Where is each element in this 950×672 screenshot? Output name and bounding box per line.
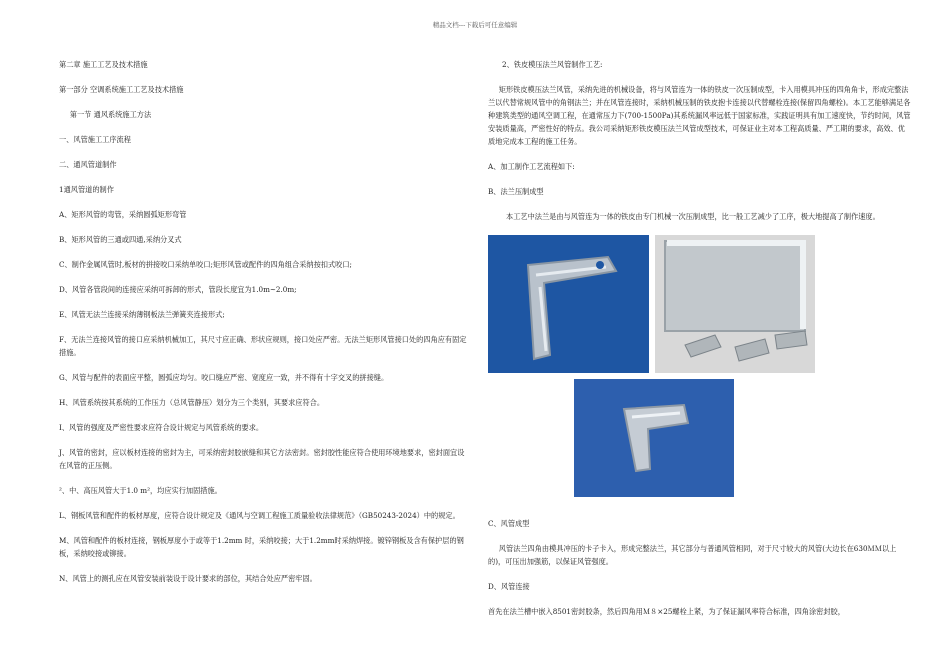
right-bottom-paragraph: D、风管连接 — [488, 582, 530, 591]
left-paragraph: I、风管的强度及严密性要求应符合设计规定与风管系统的要求。 — [59, 423, 264, 432]
left-paragraph: L、钢板风管和配件的板材厚度，应符合设计规定及《通风与空调工程施工质量验收法律规范》（GB50243-2024）中的规定。 — [59, 511, 460, 520]
left-paragraph: ²、中、高压风管大于1.0 m²，均应实行加固措施。 — [59, 486, 222, 495]
left-paragraph: C、制作金属风管时,板材的拼接咬口采纳单咬口;矩形风管或配件的四角组合采纳按扣式咬口; — [59, 260, 352, 269]
duct-flange-corner-photo — [655, 235, 815, 373]
corner-bracket-photo — [488, 235, 649, 373]
left-paragraph: E、风管无法兰连接采纳薄钢板法兰弹簧夹连接形式; — [59, 310, 225, 319]
left-paragraph: 1通风管道的制作 — [59, 185, 114, 194]
right-bottom-paragraph: C、风管成型 — [488, 519, 530, 528]
right-top-paragraph: 2、铁皮模压法兰风管制作工艺: — [502, 60, 603, 69]
right-top-paragraph: 本工艺中法兰是由与风管连为一体的铁皮由专门机械一次压制成型，比一般工艺减少了工序，极大地提高了制作速度。 — [506, 212, 880, 221]
left-paragraph: 一、风管施工工序流程 — [59, 135, 131, 144]
right-bottom-paragraph: 风管法兰四角由模具冲压的卡子卡入，形成完整法兰，其它部分与普通风管相同，对于尺寸较大的风管(大边长在630ＭＭ以上的)，可压出加强筋，以保证风管强度。 — [488, 544, 897, 566]
right-top-paragraph: A、加工制作工艺流程如下: — [488, 162, 575, 171]
left-paragraph: D、风管各管段间的连接应采纳可拆卸的形式，管段长度宜为1.0m~2.0m; — [59, 285, 297, 294]
right-top-paragraph: 矩形铁皮模压法兰风管，采纳先进的机械设备，将与风管连为一体的铁皮一次压制成型，卡入用模具冲压的四角角卡，形成完整法兰以代替常规风管中的角钢法兰；并在风管连接时，采纳机械压制的铁皮抱卡连接以代替螺栓连接(保留四角螺栓)。本工艺能够满足各种建筑类型的通风空调工程，在通常压力下(700-1500Pa)其系统漏风率远低于国家标准，实践证明具有加工速度快，节约时间，风管安装质量高，严密性好的特点。我公司采纳矩形铁皮模压法兰风管成型技术，可保证业主对本工程高质量、严工期的要求，高效、优质地完成本工程的施工任务。 — [488, 85, 911, 146]
left-column — [59, 58, 471, 597]
left-paragraph: 第一部分 空调系统施工工艺及技术措施 — [59, 85, 184, 94]
left-paragraph: M、风管和配件的板材连接，钢板厚度小于或等于1.2mm 时，采纳咬接；大于1.2mm时采纳焊接。镀锌钢板及含有保护层的钢板，采纳咬接或铆接。 — [59, 536, 464, 558]
left-paragraph: G、风管与配件的表面应平整，圆弧应均匀。咬口缝应严密、宽度应一致，并不得有十字交叉的拼接缝。 — [59, 373, 389, 382]
left-paragraph: 第一节 通风系统施工方法 — [69, 110, 152, 119]
header-note: 精品文档---下载后可任意编辑 — [432, 21, 518, 29]
right-column — [488, 58, 912, 630]
left-paragraph: B、矩形风管的三通或四通,采纳分叉式 — [59, 235, 182, 244]
right-top-paragraph: B、法兰压制成型 — [488, 187, 544, 196]
flange-clip-photo — [574, 379, 734, 497]
left-paragraph: N、风管上的测孔应在风管安装前装设于设计要求的部位，其结合处应严密牢固。 — [59, 574, 317, 583]
left-paragraph: F、无法兰连接风管的接口应采纳机械加工，其尺寸应正确、形状应规则，接口处应严密。无法兰矩形风管接口处的四角应有固定措施。 — [59, 335, 467, 357]
left-paragraph: 二、通风管道制作 — [59, 160, 117, 169]
photo-group — [488, 235, 912, 505]
right-bottom-paragraph: 首先在法兰槽中嵌入8501密封胶条，然后四角用Ｍ８×25螺栓上紧，为了保证漏风率符合标准，四角涂密封胶， — [488, 607, 845, 616]
left-paragraph: J、风管的密封，应以板材连接的密封为主，可采纳密封胶嵌缝和其它方法密封。密封胶性能应符合使用环境地要求，密封面宜设在风管的正压侧。 — [59, 448, 465, 470]
left-paragraph: A、矩形风管的弯管，采纳圆弧矩形弯管 — [59, 210, 187, 219]
left-paragraph: 第二章 施工工艺及技术措施 — [59, 60, 148, 69]
left-paragraph: H、风管系统按其系统的工作压力（总风管静压）划分为三个类别，其要求应符合。 — [59, 398, 325, 407]
